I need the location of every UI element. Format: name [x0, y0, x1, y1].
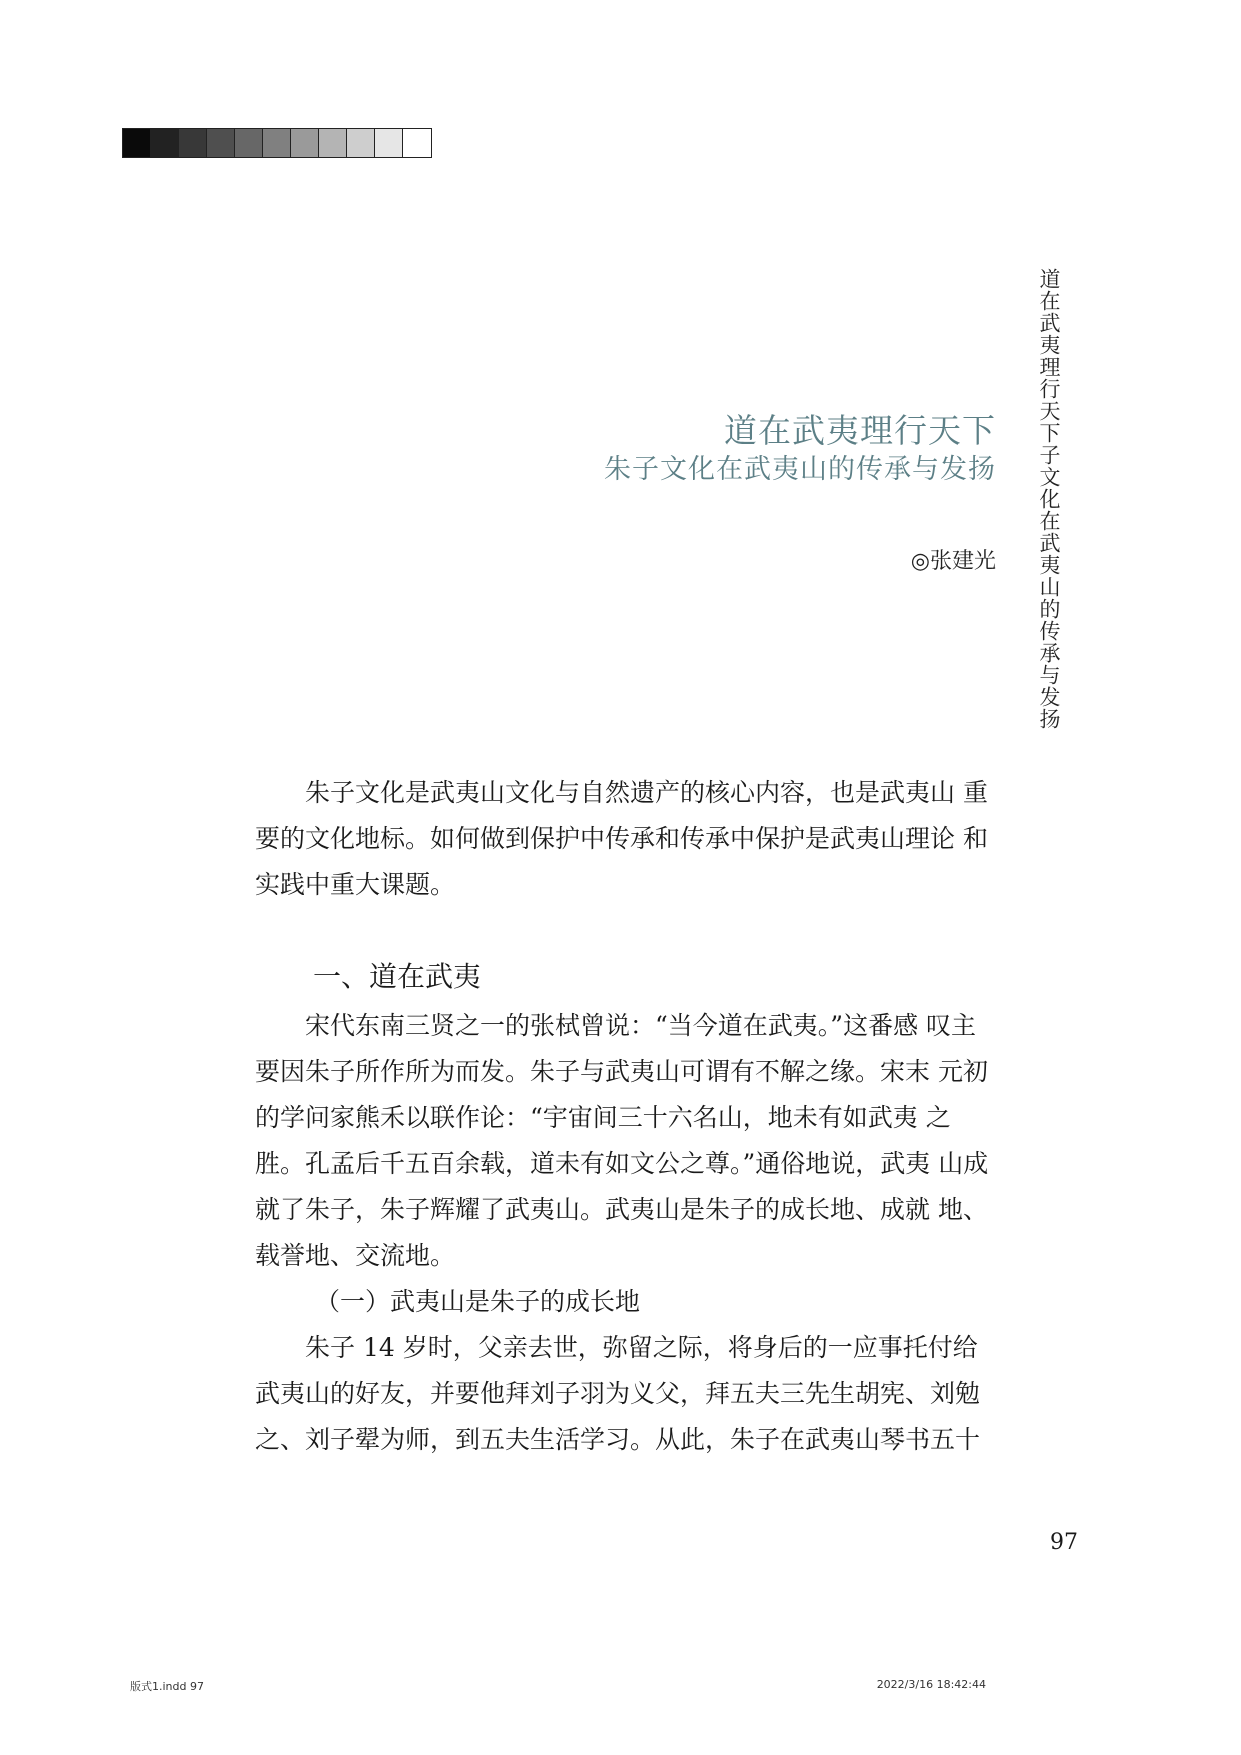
body-paragraph: 朱子 14 岁时，父亲去世，弥留之际，将身后的一应事托付给 武夷山的好友，并要他拜刘子羽为义父，拜五夫三先生胡宪、刘勉之、刘子翚为师，到五夫生活学习。从此，朱子在武夷山琴书五十 [255, 1333, 981, 1454]
calibration-swatch [179, 129, 207, 157]
body-paragraph: 宋代东南三贤之一的张栻曾说：“当今道在武夷。”这番感 叹主要因朱子所作所为而发。朱子与武夷山可谓有不解之缘。宋末 元初的学问家熊禾以联作论：“宇宙间三十六名山，地未有如武夷 之胜。孔孟后千五百余载，道未有如文公之尊。”通俗地说，武夷 山成就了朱子，朱子辉耀了武夷山。武夷山是朱子的成长地、成就 地、载誉地、交流地。 [255, 1011, 989, 1270]
article-author: ◎张建光 [910, 549, 996, 574]
article-subtitle: 朱子文化在武夷山的传承与发扬 [604, 453, 996, 485]
calibration-swatch [151, 129, 179, 157]
page-number: 97 [1050, 1530, 1078, 1555]
calibration-swatch [375, 129, 403, 157]
title-block [604, 412, 996, 486]
subsection-heading: （一）武夷山是朱子的成长地 [315, 1287, 641, 1316]
calibration-swatch [319, 129, 347, 157]
intro-paragraph: 朱子文化是武夷山文化与自然遗产的核心内容，也是武夷山 重要的文化地标。如何做到保护中传承和传承中保护是武夷山理论 和实践中重大课题。 [255, 778, 988, 899]
calibration-swatch [291, 129, 319, 157]
running-side-title: 道在武夷理行天下子文化在武夷山的传承与发扬 [1037, 268, 1061, 730]
calibration-swatch [403, 129, 431, 157]
calibration-swatch [347, 129, 375, 157]
section-body [255, 1003, 996, 1463]
footer-timestamp: 2022/3/16 18:42:44 [876, 1678, 986, 1691]
calibration-swatch [207, 129, 235, 157]
calibration-swatch [123, 129, 151, 157]
color-calibration-bar [122, 128, 432, 158]
article-title: 道在武夷理行天下 [724, 411, 996, 450]
calibration-swatch [263, 129, 291, 157]
footer-file-info: 版式1.indd 97 [130, 1680, 204, 1693]
section-heading: 一、道在武夷 [313, 960, 482, 993]
calibration-swatch [235, 129, 263, 157]
